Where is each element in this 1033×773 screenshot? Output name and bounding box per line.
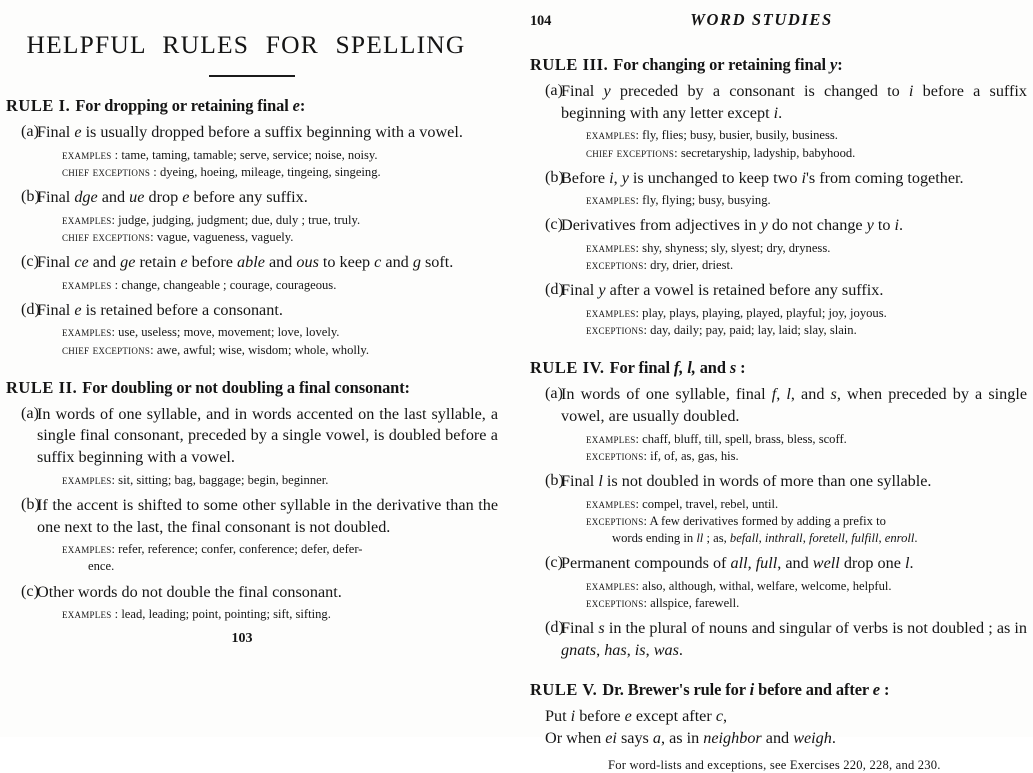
list-item xyxy=(530,553,1027,575)
examples-text: tame, taming, tamable; serve, service; noise, noisy. xyxy=(121,147,378,162)
examples-text: play, plays, playing, played, playful; joy, joyous. xyxy=(642,306,887,321)
exceptions-sep: : xyxy=(150,342,157,357)
item-marker: (c) xyxy=(545,553,563,572)
rule-heading-text-4: For final xyxy=(609,358,670,378)
list-item xyxy=(530,280,1027,302)
item-marker: (d) xyxy=(21,299,40,318)
examples-sep: : xyxy=(635,496,643,511)
item-marker: (a) xyxy=(545,81,563,99)
exceptions-label: chief exceptions xyxy=(586,145,675,160)
exceptions-sep: : xyxy=(643,258,651,273)
examples-text: judge, judging, judgment; due, duly ; true, truly. xyxy=(118,212,361,227)
item-text: Final ce and ge retain e before able and ous to keep c and g soft. xyxy=(37,252,454,271)
list-item xyxy=(6,187,498,209)
examples-sep: : xyxy=(111,212,119,227)
item-text: Derivatives from adjectives in y do not change y to i. xyxy=(561,216,904,235)
item-text: Final y preceded by a consonant is changed to i before a suffix beginning with any letter except i. xyxy=(561,82,1027,122)
item-marker: (b) xyxy=(21,186,40,205)
rule-heading-4: RULE IV. For final f, l, and s : xyxy=(530,358,746,378)
examples-block xyxy=(586,578,1027,612)
examples-label: examples xyxy=(62,472,112,487)
examples-text: refer, reference; confer, conference; defer, defer- xyxy=(118,542,363,557)
item-text: Final l is not doubled in words of more than one syllable. xyxy=(561,472,932,491)
examples-block xyxy=(586,240,1027,274)
examples-label: examples xyxy=(62,542,112,557)
left-page-column xyxy=(0,0,512,647)
item-text: Permanent compounds of all, full, and well drop one l. xyxy=(561,554,914,573)
item-text: In words of one syllable, and in words accented on the last syllable, a single final consonant, preceded by a single vowel, is doubled before a suffix beginning with a vowel. xyxy=(37,404,498,467)
verse-line-2: Or when ei says a, as in neighbor and weigh. xyxy=(545,729,836,748)
examples-block xyxy=(62,472,498,489)
exceptions-sep: : xyxy=(643,513,650,528)
examples-sep: : xyxy=(111,147,122,162)
item-marker: (a) xyxy=(21,403,39,422)
examples-label: examples xyxy=(586,193,636,208)
rule-heading-1 xyxy=(6,96,498,116)
examples-sep: : xyxy=(111,607,122,622)
exceptions-text: if, of, as, gas, his. xyxy=(650,448,739,463)
examples-block xyxy=(62,541,498,575)
page-title: HELPFUL RULES FOR SPELLING xyxy=(26,30,466,59)
rule-heading-2 xyxy=(6,378,498,398)
item-marker: (d) xyxy=(545,280,564,299)
examples-label: examples xyxy=(62,212,112,227)
exceptions-sep: : xyxy=(643,323,651,338)
item-marker: (a) xyxy=(21,122,39,140)
examples-block xyxy=(62,147,498,181)
rule-key-5: RULE V. xyxy=(530,680,598,700)
examples-text: change, changeable ; courage, courageous. xyxy=(121,277,337,292)
list-item xyxy=(6,252,498,274)
examples-block xyxy=(586,431,1027,465)
examples-block xyxy=(62,324,498,358)
rule-heading-italic-5: i xyxy=(749,680,755,700)
rule-heading-5: RULE V. Dr. Brewer's rule for i before and after e : xyxy=(530,680,890,700)
exceptions-label: exceptions xyxy=(586,323,644,338)
examples-label: examples xyxy=(586,578,636,593)
item-marker: (c) xyxy=(545,215,563,234)
exceptions-sep: : xyxy=(643,448,651,463)
page-folio-right: 104 xyxy=(530,13,552,29)
examples-text: lead, leading; point, pointing; sift, sifting. xyxy=(121,607,331,622)
exceptions-label: exceptions xyxy=(586,595,644,610)
list-item xyxy=(6,122,498,144)
item-marker: (b) xyxy=(545,167,564,186)
rule-heading-italic-4b: s xyxy=(729,358,737,378)
examples-text: also, although, withal, welfare, welcome, helpful. xyxy=(642,578,892,593)
rule-heading-text-5: Dr. Brewer's rule for xyxy=(602,680,746,700)
exceptions-label: chief exceptions xyxy=(62,229,151,244)
exceptions-text: secretaryship, ladyship, babyhood. xyxy=(680,145,856,160)
examples-text: fly, flying; busy, busying. xyxy=(642,193,771,208)
exceptions-text: A few derivatives formed by adding a prefix to xyxy=(649,513,886,528)
item-marker: (d) xyxy=(545,618,564,637)
exceptions-text: day, daily; pay, paid; lay, laid; slay, slain. xyxy=(650,323,857,338)
rule-heading-text-1: For dropping or retaining final xyxy=(75,96,289,115)
rule-key-2: RULE II. xyxy=(6,377,78,397)
list-item xyxy=(530,618,1027,661)
title-divider xyxy=(209,75,295,77)
item-text: Before i, y is unchanged to keep two i's from coming together. xyxy=(561,168,964,187)
examples-text: compel, travel, rebel, until. xyxy=(642,496,779,511)
list-item xyxy=(6,300,498,322)
rule-heading-italic-1: e xyxy=(292,96,300,115)
item-marker: (c) xyxy=(21,251,39,270)
examples-sep: : xyxy=(635,578,643,593)
list-item xyxy=(530,384,1027,427)
examples-block xyxy=(62,277,498,294)
exceptions-sep: : xyxy=(150,164,160,179)
examples-label: examples xyxy=(62,607,112,622)
examples-label: examples xyxy=(62,147,112,162)
examples-block xyxy=(62,212,498,246)
rule-heading-text-2: For doubling or not doubling a final consonant: xyxy=(82,377,410,397)
exceptions-label: exceptions xyxy=(586,448,644,463)
exceptions-label: exceptions xyxy=(586,513,644,528)
rule-heading-italic-4: f, l, xyxy=(673,358,696,378)
examples-block xyxy=(62,606,498,623)
rule-heading-italic-3: y xyxy=(830,55,838,74)
examples-label: examples xyxy=(586,496,636,511)
list-item xyxy=(6,404,498,469)
rule-heading-tail-1: : xyxy=(299,96,306,115)
examples-sep: : xyxy=(111,325,119,340)
item-marker: (a) xyxy=(545,384,563,403)
examples-label: examples xyxy=(586,306,636,321)
item-marker: (b) xyxy=(545,471,564,490)
examples-sep: : xyxy=(635,241,643,256)
examples-sep: : xyxy=(635,431,643,446)
examples-sep: : xyxy=(635,128,643,143)
examples-block xyxy=(586,127,1027,161)
item-text: Final e is retained before a consonant. xyxy=(37,300,283,319)
examples-text: use, useless; move, movement; love, lovely. xyxy=(118,325,340,340)
examples-sep: : xyxy=(111,472,119,487)
rule-key-4: RULE IV. xyxy=(530,358,605,378)
examples-block xyxy=(586,496,1027,547)
examples-label: examples xyxy=(586,128,636,143)
item-text: Final y after a vowel is retained before any suffix. xyxy=(561,281,884,300)
examples-block xyxy=(586,305,1027,339)
exceptions-text: awe, awful; wise, wisdom; whole, wholly. xyxy=(156,342,370,357)
exceptions-sep: : xyxy=(150,229,157,244)
exceptions-label: exceptions xyxy=(586,258,644,273)
examples-text: fly, flies; busy, busier, busily, business. xyxy=(642,128,838,143)
examples-continuation: ence. xyxy=(88,559,115,574)
examples-label: examples xyxy=(586,431,636,446)
exceptions-continuation: words ending in ll ; as, befall, inthrall, foretell, fulfill, enroll. xyxy=(612,531,918,545)
list-item xyxy=(530,471,1027,493)
item-marker: (b) xyxy=(21,494,40,513)
footnote: For word-lists and exceptions, see Exercises 220, 228, and 230. xyxy=(608,757,941,772)
page-folio-left: 103 xyxy=(231,631,253,647)
examples-sep: : xyxy=(635,306,643,321)
examples-label: examples xyxy=(62,325,112,340)
list-item xyxy=(6,495,498,538)
exceptions-label: chief exceptions xyxy=(62,164,151,179)
list-item xyxy=(530,168,1027,190)
item-text: Final dge and ue drop e before any suffix. xyxy=(37,187,308,206)
examples-sep: : xyxy=(635,193,643,208)
rule-heading-tail-3: : xyxy=(837,55,843,74)
examples-label: examples xyxy=(586,241,636,256)
item-marker: (c) xyxy=(21,581,39,600)
running-head xyxy=(530,10,1027,36)
item-text: Other words do not double the final consonant. xyxy=(37,582,342,601)
rule-heading-text-3: For changing or retaining final xyxy=(613,55,827,74)
examples-sep: : xyxy=(111,542,119,557)
list-item xyxy=(530,215,1027,237)
exceptions-sep: : xyxy=(643,595,651,610)
item-text: If the accent is shifted to some other syllable in the derivative than the one next to the last, the final consonant is not doubled. xyxy=(37,495,498,536)
examples-sep: : xyxy=(111,277,122,292)
rule-key-3: RULE III. xyxy=(530,55,609,74)
rule-heading-italic-5b: e xyxy=(872,680,880,700)
right-page-column xyxy=(512,0,1033,773)
rule-key-1: RULE I. xyxy=(6,96,71,115)
exceptions-label: chief exceptions xyxy=(62,342,151,357)
list-item xyxy=(530,81,1027,124)
list-item xyxy=(6,582,498,604)
rule-heading-3 xyxy=(530,55,1027,75)
item-text: Final e is usually dropped before a suffix beginning with a vowel. xyxy=(37,123,463,141)
exceptions-text: allspice, farewell. xyxy=(650,595,740,610)
examples-label: examples xyxy=(62,277,112,292)
examples-block xyxy=(586,192,1027,209)
item-text: In words of one syllable, final f, l, and s, when preceded by a single vowel, are usually doubled. xyxy=(561,385,1028,426)
exceptions-text: vague, vagueness, vaguely. xyxy=(156,229,294,244)
running-head-title: WORD STUDIES xyxy=(690,10,833,29)
item-text: Final s in the plural of nouns and singular of verbs is not doubled ; as in gnats, has, is, was. xyxy=(561,619,1028,659)
examples-text: chaff, bluff, till, spell, brass, bless, scoff. xyxy=(642,431,847,446)
verse-line-1: Put i before e except after c, xyxy=(545,707,728,726)
exceptions-sep: : xyxy=(674,145,681,160)
exceptions-text: dyeing, hoeing, mileage, tingeing, singeing. xyxy=(159,164,381,179)
examples-text: shy, shyness; sly, slyest; dry, dryness. xyxy=(642,241,831,256)
exceptions-text: dry, drier, driest. xyxy=(650,258,734,273)
examples-text: sit, sitting; bag, baggage; begin, beginner. xyxy=(118,472,329,487)
